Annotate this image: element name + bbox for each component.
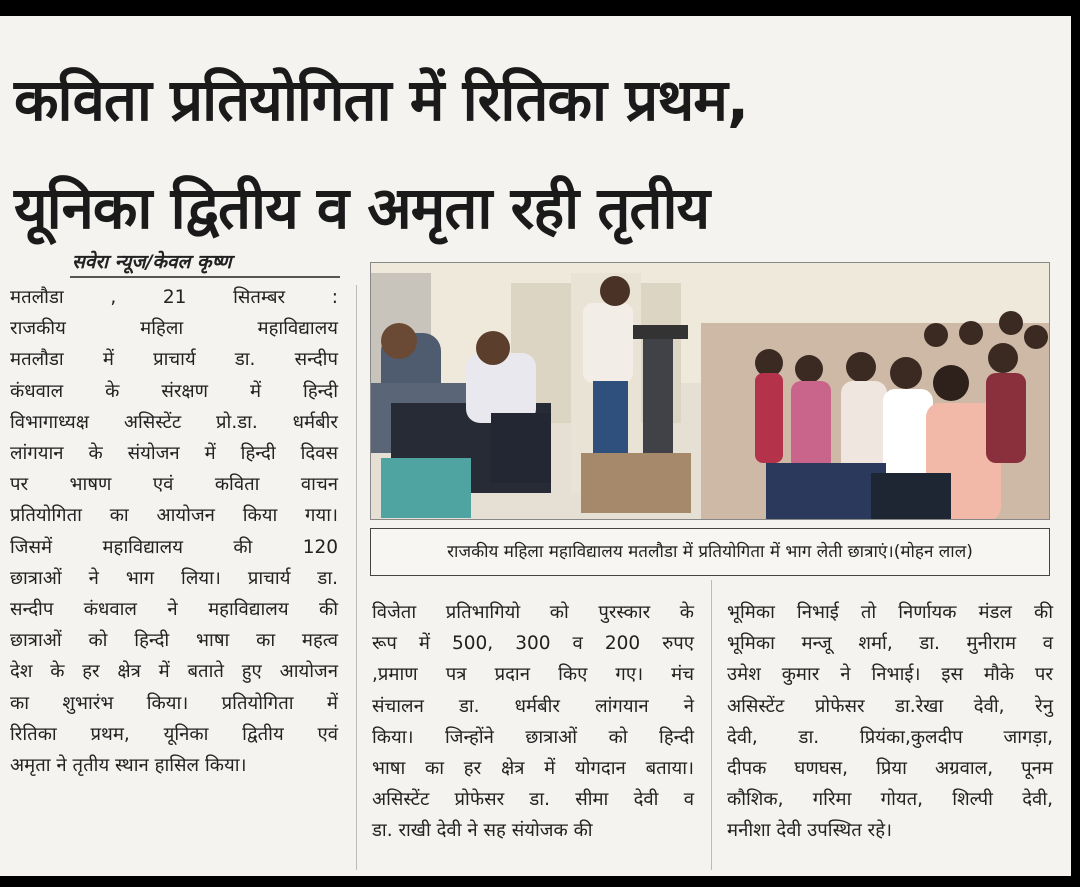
- byline-underline: [70, 276, 340, 278]
- headline-line-1: कविता प्रतियोगिता में रितिका प्रथम,: [14, 66, 749, 134]
- text-line: मतलौडा में प्राचार्य डा. सन्दीप: [10, 349, 338, 371]
- text-line: असिस्टेंट प्रोफेसर डा.रेखा देवी, रेनु: [727, 695, 1053, 717]
- text-line: देश के हर क्षेत्र में बताते हुए आयोजन: [10, 661, 338, 683]
- article-column-2: [372, 597, 694, 847]
- byline: सवेरा न्यूज/केवल कृष्ण: [72, 251, 232, 273]
- text-line: असिस्टेंट प्रोफेसर डा. सीमा देवी व: [372, 789, 694, 811]
- text-line: सन्दीप कंधवाल ने महाविद्यालय की: [10, 599, 338, 621]
- text-line: दीपक घणघस, प्रिया अग्रवाल, पूनम: [727, 758, 1053, 780]
- photo-illustration: [371, 263, 1050, 520]
- text-line: छात्राओं को हिन्दी भाषा का महत्व: [10, 630, 338, 652]
- text-line: रितिका प्रथम, यूनिका द्वितीय एवं: [10, 723, 338, 745]
- text-line: विजेता प्रतिभागियो को पुरस्कार के: [372, 602, 694, 623]
- article-column-1: [10, 282, 338, 781]
- text-line: कंधवाल के संरक्षण में हिन्दी: [10, 380, 338, 402]
- text-line: संचालन डा. धर्मबीर लांगयान ने: [372, 695, 694, 717]
- text-line: देवी, डा. प्रियंका,कुलदीप जागड़ा,: [727, 726, 1053, 748]
- text-line: छात्राओं ने भाग लिया। प्राचार्य डा.: [10, 567, 338, 589]
- event-photo: [370, 262, 1050, 520]
- headline-line-2: यूनिका द्वितीय व अमृता रही तृतीय: [14, 174, 710, 242]
- text-line: रूप में 500, 300 व 200 रुपए: [372, 633, 694, 655]
- text-line: उमेश कुमार ने निभाई। इस मौके पर: [727, 664, 1053, 686]
- text-line: भूमिका निभाई तो निर्णायक मंडल की: [727, 602, 1053, 623]
- text-line: प्रतियोगिता का आयोजन किया गया।: [10, 505, 338, 527]
- text-line: का शुभारंभ किया। प्रतियोगिता में: [10, 692, 338, 714]
- text-line: मतलौडा , 21 सितम्बर :: [10, 287, 338, 308]
- column-divider: [356, 285, 357, 870]
- column-divider: [711, 580, 712, 870]
- bottom-border: [0, 876, 1080, 887]
- text-line: राजकीय महिला महाविद्यालय: [10, 318, 338, 340]
- text-line: जिसमें महाविद्यालय की 120: [10, 536, 338, 558]
- text-line: लांगयान के संयोजन में हिन्दी दिवस: [10, 443, 338, 465]
- text-line: किया। जिन्होंने छात्राओं को हिन्दी: [372, 726, 694, 748]
- text-line: विभागाध्यक्ष असिस्टेंट प्रो.डा. धर्मबीर: [10, 411, 338, 433]
- text-line: डा. राखी देवी ने सह संयोजक की: [372, 820, 593, 842]
- text-line: अमृता ने तृतीय स्थान हासिल किया।: [10, 755, 247, 777]
- photo-caption: राजकीय महिला महाविद्यालय मतलौडा में प्रतियोगिता में भाग लेती छात्राएं।(मोहन लाल): [370, 528, 1050, 576]
- text-line: भाषा का हर क्षेत्र में योगदान बताया।: [372, 758, 694, 780]
- headline: [14, 46, 1054, 262]
- text-line: ,प्रमाण पत्र प्रदान किए गए। मंच: [372, 664, 694, 686]
- text-line: मनीशा देवी उपस्थित रहे।: [727, 820, 893, 842]
- text-line: पर भाषण एवं कविता वाचन: [10, 474, 338, 496]
- text-line: कौशिक, गरिमा गोयत, शिल्पी देवी,: [727, 789, 1053, 811]
- text-line: भूमिका मन्जू शर्मा, डा. मुनीराम व: [727, 633, 1053, 655]
- right-border: [1071, 0, 1080, 887]
- article-column-3: [727, 597, 1053, 847]
